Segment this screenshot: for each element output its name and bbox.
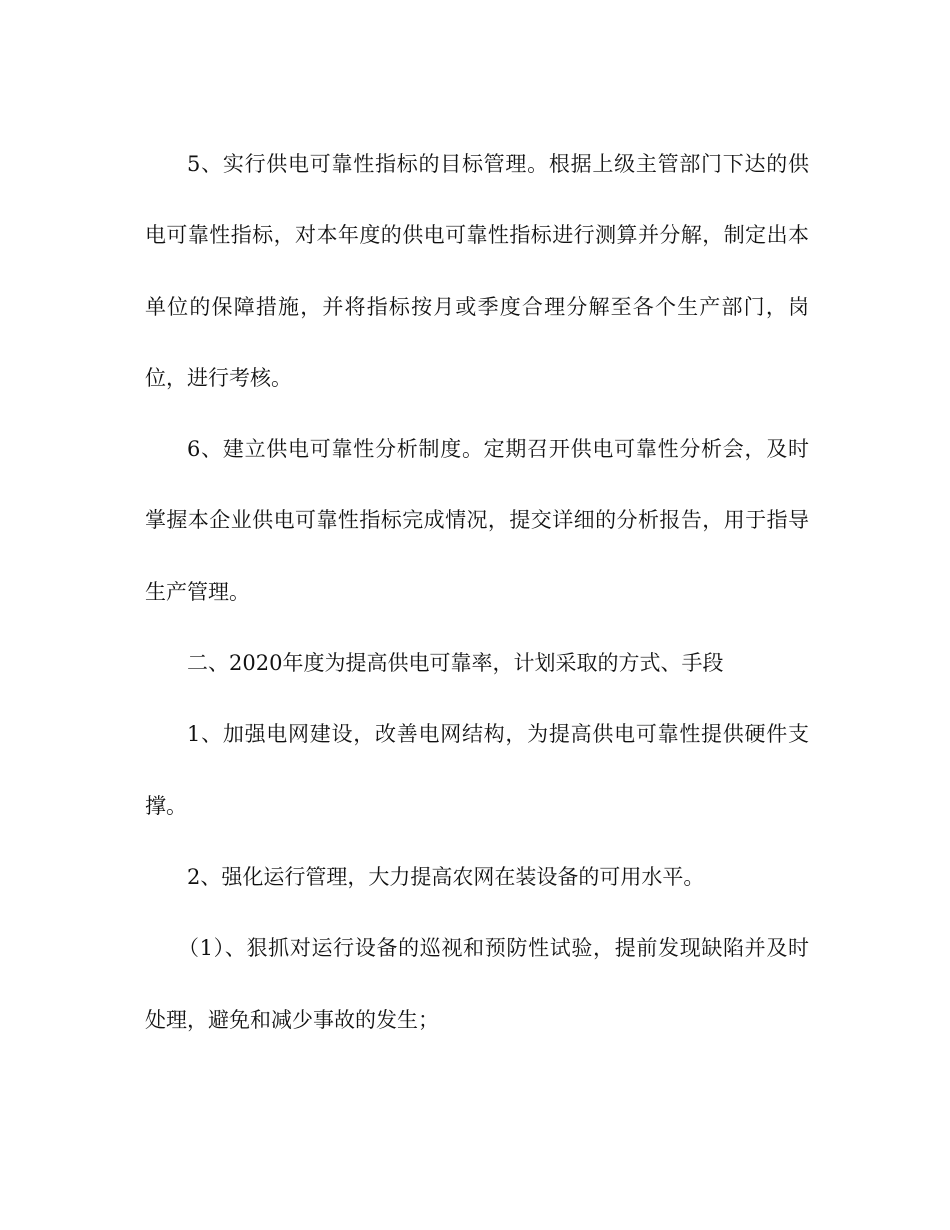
paragraph-target-management: 5、实行供电可靠性指标的目标管理。根据上级主管部门下达的供电可靠性指标，对本年度的供电可靠性指标进行测算并分解，制定出本单位的保障措施，并将指标按月或季度合理分解至各个生产部门，岗位，进行考核。: [145, 152, 809, 390]
section-heading-2020-plan: 二、2020年度为提高供电可靠率，计划采取的方式、手段: [187, 651, 724, 676]
paragraph-analysis-system: 6、建立供电可靠性分析制度。定期召开供电可靠性分析会，及时掌握本企业供电可靠性指标完成情况，提交详细的分析报告，用于指导生产管理。: [145, 437, 809, 604]
document-body: [145, 129, 809, 1056]
paragraph-inspection-testing: （1）、狠抓对运行设备的巡视和预防性试验，提前发现缺陷并及时处理，避免和减少事故的发生；: [145, 936, 809, 1032]
paragraph-operation-management: 2、强化运行管理，大力提高农网在装设备的可用水平。: [187, 864, 705, 889]
paragraph-grid-construction: 1、加强电网建设，改善电网结构，为提高供电可靠性提供硬件支撑。: [145, 722, 809, 818]
